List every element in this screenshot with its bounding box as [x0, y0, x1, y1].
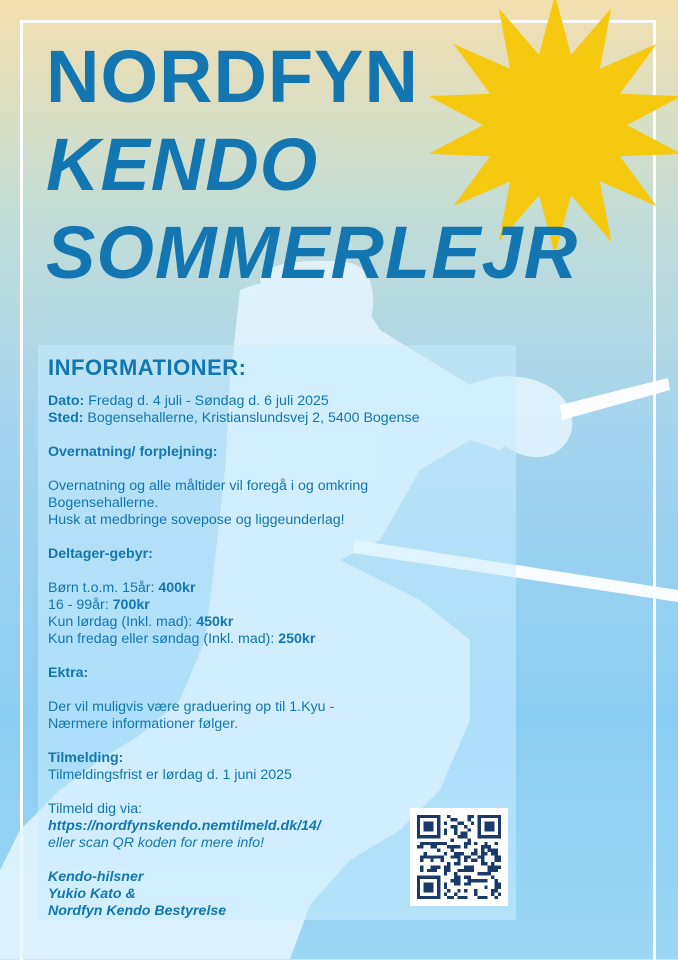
place-line [48, 410, 506, 427]
fee-price: 400kr [158, 580, 196, 596]
date-label: Dato: [48, 393, 85, 409]
fee-label: Kun fredag eller søndag (Inkl. mad): [48, 631, 279, 647]
signup-deadline: Tilmeldingsfrist er lørdag d. 1 juni 2025 [48, 767, 292, 783]
fee-label: 16 - 99år: [48, 597, 113, 613]
greeting-line-2: Yukio Kato & [48, 886, 136, 902]
place-label: Sted: [48, 410, 84, 426]
fee-line [48, 631, 506, 648]
title-line-1: NORDFYN [46, 35, 419, 118]
fee-line [48, 597, 506, 614]
signup-qr-hint: eller scan QR koden for mere info! [48, 835, 265, 851]
fee-label: Børn t.o.m. 15år: [48, 580, 159, 596]
fee-line [48, 580, 506, 597]
extra-heading: Ektra: [48, 665, 89, 681]
date-line [48, 393, 506, 410]
qr-code[interactable] [410, 808, 508, 906]
title-line-3: SOMMERLEJR [46, 211, 579, 294]
extra-line-2: Nærmere informationer følger. [48, 716, 239, 732]
title-line-2: KENDO [46, 123, 319, 206]
signup-heading: Tilmelding: [48, 750, 124, 766]
signup-via: Tilmeld dig via: [48, 801, 143, 817]
lodging-heading: Overnatning/ forplejning: [48, 444, 218, 460]
signup-url-link[interactable]: https://nordfynskendo.nemtilmeld.dk/14/ [48, 818, 321, 834]
lodging-line-3: Husk at medbringe sovepose og liggeunderlag! [48, 512, 345, 528]
fee-heading: Deltager-gebyr: [48, 546, 153, 562]
lodging-line-2: Bogensehallerne. [48, 495, 159, 511]
fee-price: 450kr [196, 614, 234, 630]
fee-line [48, 614, 506, 631]
fee-label: Kun lørdag (Inkl. mad): [48, 614, 197, 630]
fee-price: 250kr [278, 631, 316, 647]
fee-price: 700kr [112, 597, 150, 613]
greeting-line-3: Nordfyn Kendo Bestyrelse [48, 903, 227, 919]
date-value: Fredag d. 4 juli - Søndag d. 6 juli 2025 [84, 393, 329, 409]
extra-line-1: Der vil muligvis være graduering op til 1.Kyu - [48, 699, 335, 715]
greeting-line-1: Kendo-hilsner [48, 869, 144, 885]
info-heading: INFORMATIONER: [48, 355, 247, 380]
lodging-line-1: Overnatning og alle måltider vil foregå i og omkring [48, 478, 369, 494]
place-value: Bogensehallerne, Kristianslundsvej 2, 5400 Bogense [83, 410, 420, 426]
